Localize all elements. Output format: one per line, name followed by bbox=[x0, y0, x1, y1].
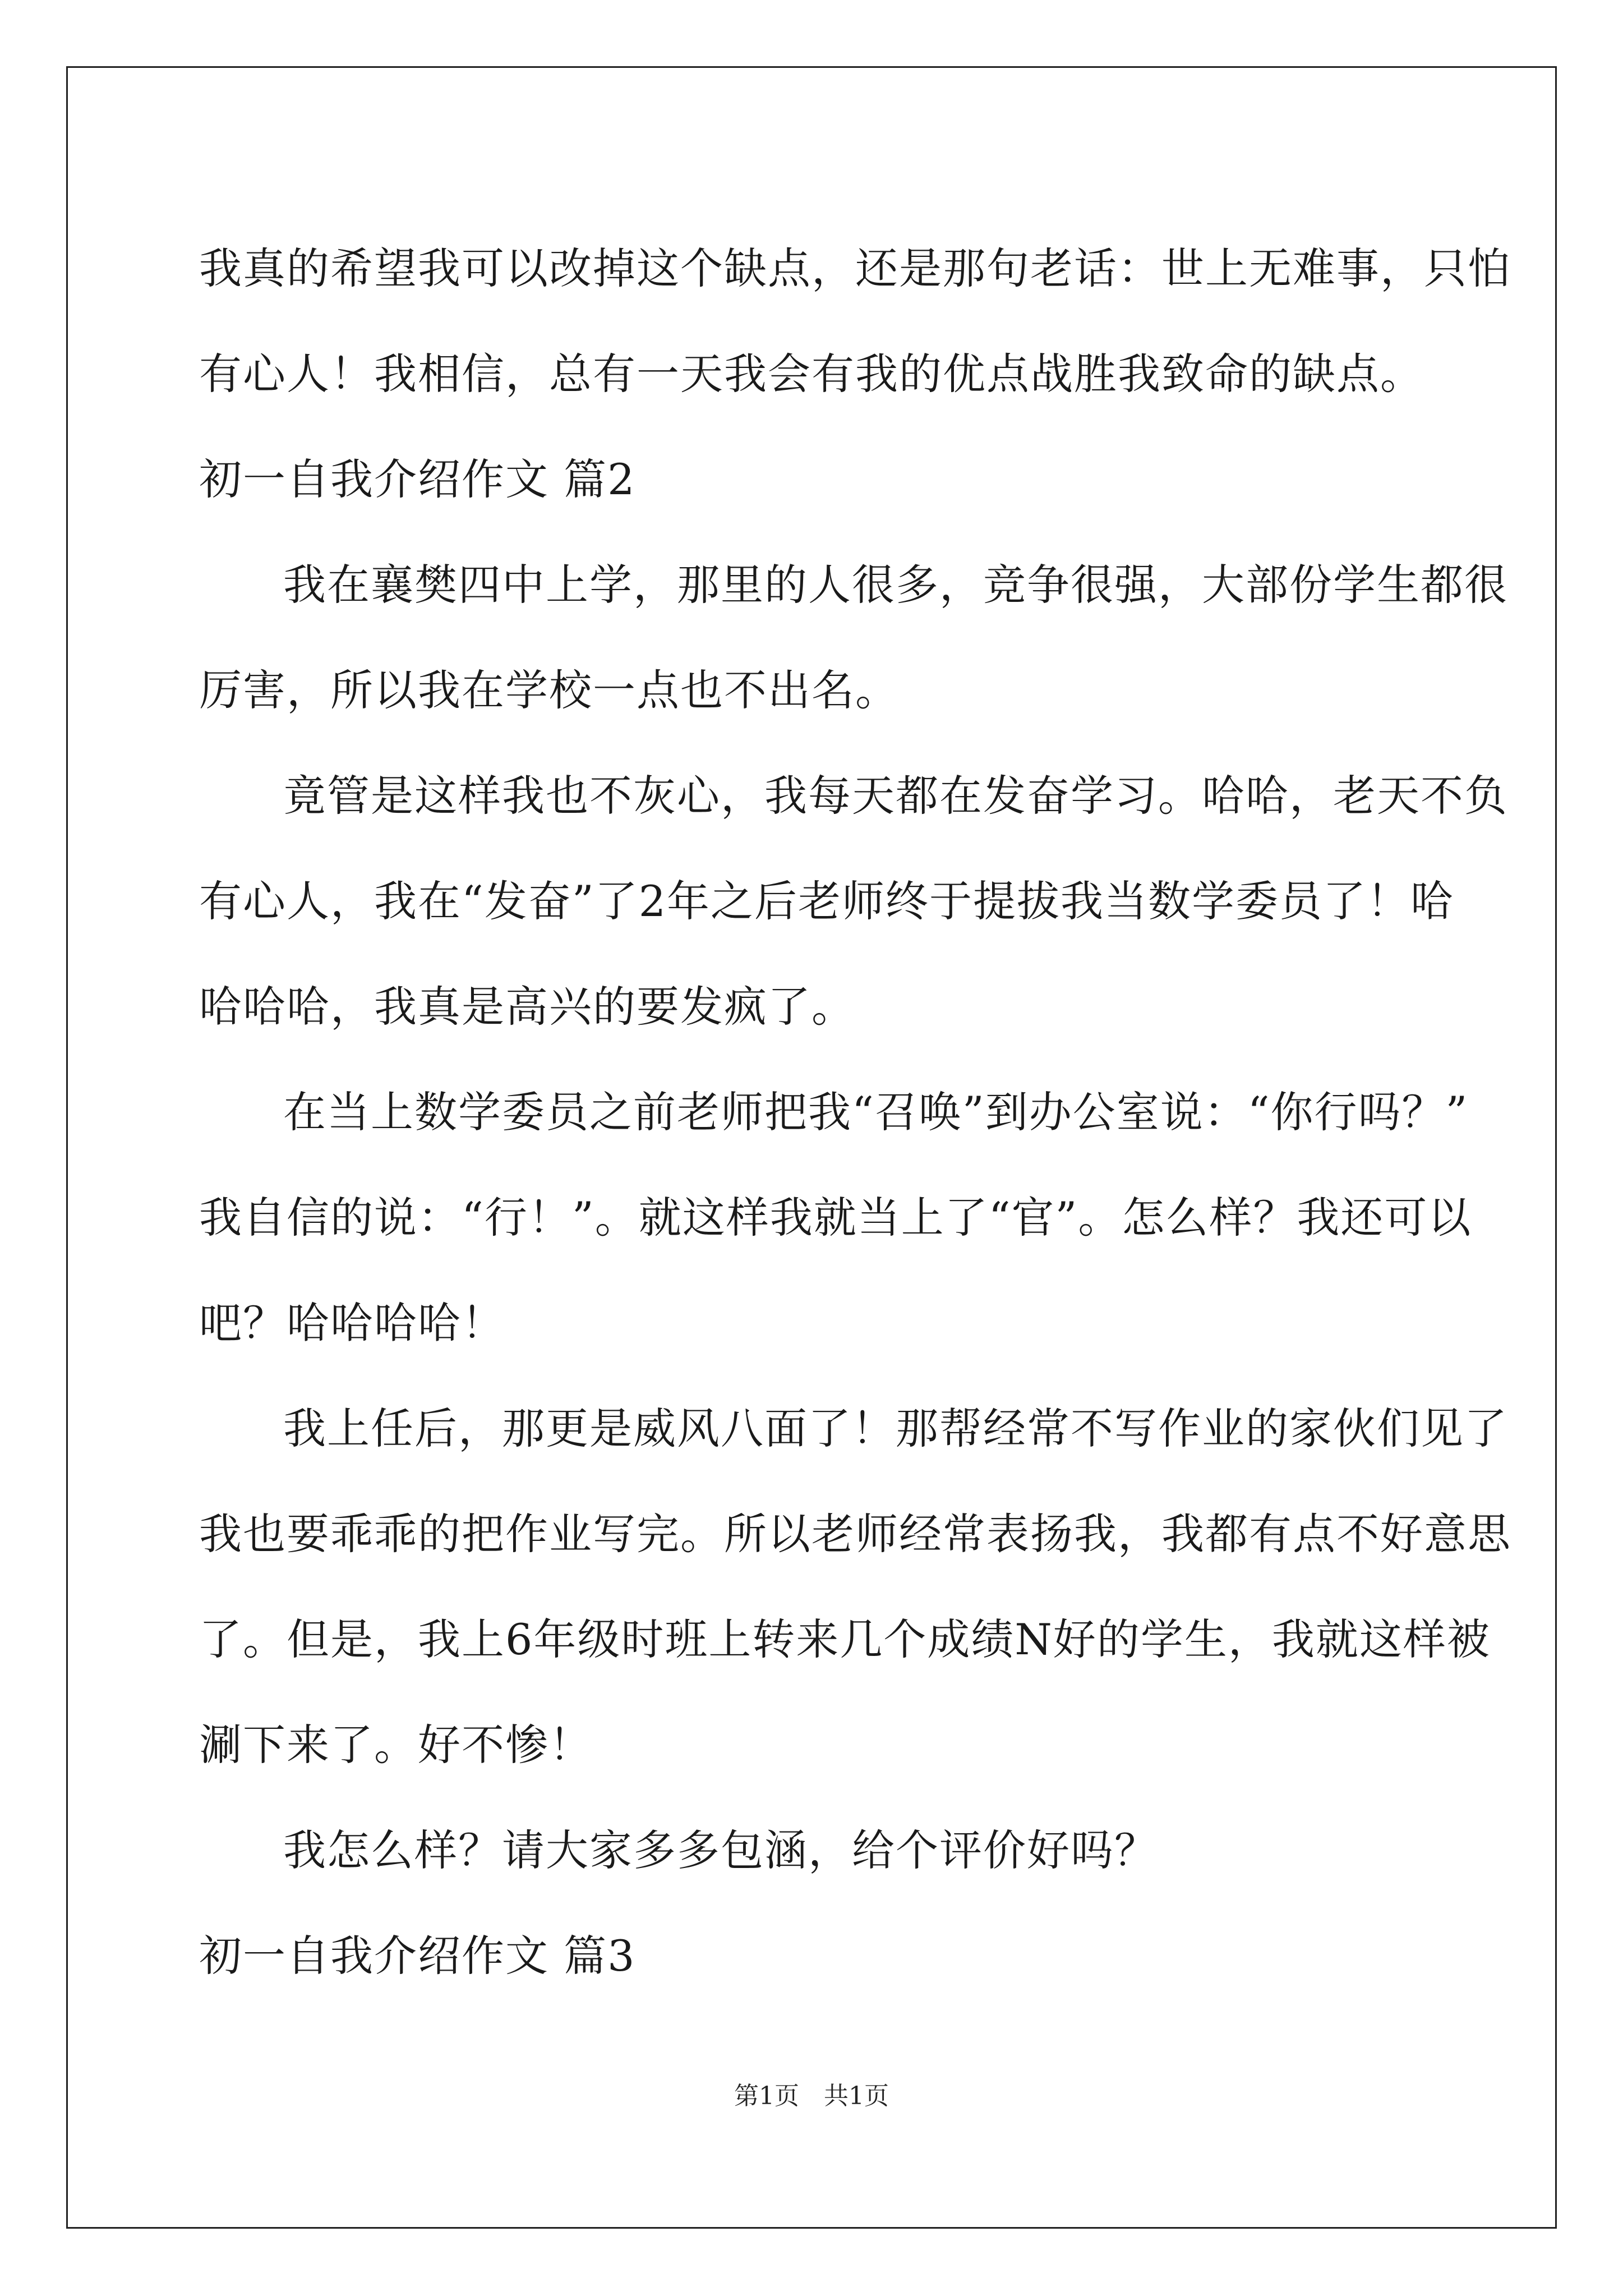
paragraph bbox=[199, 1060, 1472, 1376]
text-line: 竟管是这样我也不灰心，我每天都在发奋学习。哈哈，老天不负 bbox=[283, 771, 1508, 821]
text-line: 在当上数学委员之前老师把我“召唤”到办公室说：“你行吗？” bbox=[283, 1087, 1469, 1137]
text-line: 吧？哈哈哈哈！ bbox=[199, 1298, 505, 1348]
page-number-footer: 第1页 共1页 bbox=[734, 2082, 889, 2110]
text-line: 有心人，我在“发奋”了2年之后老师终于提拔我当数学委员了！哈 bbox=[199, 876, 1455, 926]
paragraph bbox=[199, 216, 1511, 427]
paragraph bbox=[199, 743, 1508, 1060]
text-line: 哈哈哈，我真是高兴的要发疯了。 bbox=[199, 982, 855, 1032]
text-line: 厉害，所以我在学校一点也不出名。 bbox=[199, 665, 899, 715]
paragraph bbox=[199, 1798, 1427, 1903]
text-line: 我在襄樊四中上学，那里的人很多，竞争很强，大部份学生都很 bbox=[283, 560, 1508, 610]
text-line: 我上任后，那更是威风八面了！那帮经常不写作业的家伙们见了 bbox=[283, 1404, 1508, 1453]
text-line: 了。但是，我上6年级时班上转来几个成绩N好的学生，我就这样被 bbox=[199, 1614, 1491, 1664]
document-body bbox=[199, 216, 1511, 2009]
paragraph bbox=[199, 532, 1508, 743]
text-line: 我也要乖乖的把作业写完。所以老师经常表扬我，我都有点不好意思 bbox=[199, 1509, 1511, 1559]
text-line: 涮下来了。好不惨！ bbox=[199, 1720, 593, 1770]
text-line: 我自信的说：“行！”。就这样我就当上了“官”。怎么样？我还可以 bbox=[199, 1193, 1472, 1243]
section-heading: 初一自我介绍作文 篇3 bbox=[199, 1931, 636, 1981]
text-line: 我怎么样？请大家多多包涵，给个评价好吗？ bbox=[283, 1825, 1158, 1875]
section-heading: 初一自我介绍作文 篇2 bbox=[199, 454, 636, 504]
paragraph bbox=[199, 1376, 1511, 1798]
text-line: 有心人！我相信，总有一天我会有我的优点战胜我致命的缺点。 bbox=[199, 349, 1424, 399]
text-line: 我真的希望我可以改掉这个缺点，还是那句老话：世上无难事，只怕 bbox=[199, 243, 1511, 293]
